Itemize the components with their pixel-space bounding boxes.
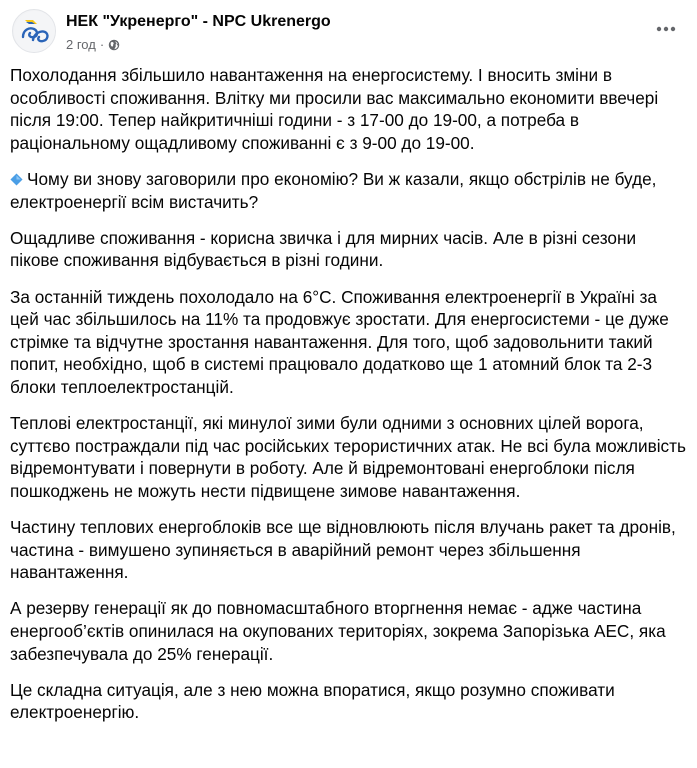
post-paragraph-2 bbox=[10, 168, 688, 213]
post-paragraph-1: Похолодання збільшило навантаження на енергосистему. І вносить зміни в особливості споживання. Влітку ми просили вас максимально економити ввечері після 19:00. Тепер найкритичніші години - з 17-00 до 19-00, а потреба в раціональному ощадливому споживанні є з 9-00 до 19-00. bbox=[10, 65, 659, 153]
globe-icon[interactable] bbox=[108, 39, 120, 51]
post-paragraph-5: Теплові електростанції, які минулої зими були одними з основних цілей ворога, суттєво постраждали під час російських терористичних атак. Не всі була можливість відремонтувати і повернути в роботу. Але й відремонтовані енергоблоки після пошкоджень не можуть нести підвищене зимове навантаження. bbox=[10, 413, 686, 501]
meta-separator: · bbox=[99, 37, 105, 52]
post-body bbox=[10, 64, 688, 724]
post-paragraph-4: За останній тиждень похолодало на 6°C. Споживання електроенергії в Україні за цей час збільшилось на 11% та продовжує зростати. Для енергосистеми - це дуже стрімке та відчутне зростання навантаження. Для того, щоб задовольнити такий попит, необхідно, щоб в системі працювало додатково ще 1 атомний блок та 2-3 блоки теплоелектростанцій. bbox=[10, 286, 669, 397]
post-paragraph-7: А резерву генерації як до повномасштабного вторгнення немає - адже частина енергооб’єктів опинилася на окупованих територіях, зокрема Запорізька АЕС, яка забезпечувала до 25% генерації. bbox=[10, 598, 666, 664]
post-paragraph-2-text: Чому ви знову заговорили про економію? Ви ж казали, якщо обстрілів не буде, електроенергії всім вистачить? bbox=[10, 168, 657, 212]
post-time[interactable]: 2 год bbox=[66, 37, 96, 52]
post-header bbox=[12, 9, 684, 59]
page-avatar[interactable] bbox=[12, 9, 56, 53]
post-options-button[interactable] bbox=[648, 11, 684, 47]
ellipsis-icon bbox=[656, 26, 676, 32]
small-blue-diamond-icon bbox=[10, 173, 23, 186]
ukrenergo-logo bbox=[13, 10, 56, 53]
post-paragraph-8: Це складна ситуація, але з нею можна впоратися, якщо розумно споживати електроенергію. bbox=[10, 679, 615, 723]
post-author[interactable]: НЕК "Укренерго" - NPC Ukrenergo bbox=[66, 13, 331, 30]
post-paragraph-6: Частину теплових енергоблоків все ще відновлюють після влучань ракет та дронів, частина - вимушено зупиняється в аварійний ремонт через збільшення навантаження. bbox=[10, 517, 676, 583]
post-meta bbox=[66, 37, 120, 52]
post-paragraph-3: Ощадливе споживання - корисна звичка і для мирних часів. Але в різні сезони пікове споживання відбувається в різні години. bbox=[10, 227, 637, 271]
